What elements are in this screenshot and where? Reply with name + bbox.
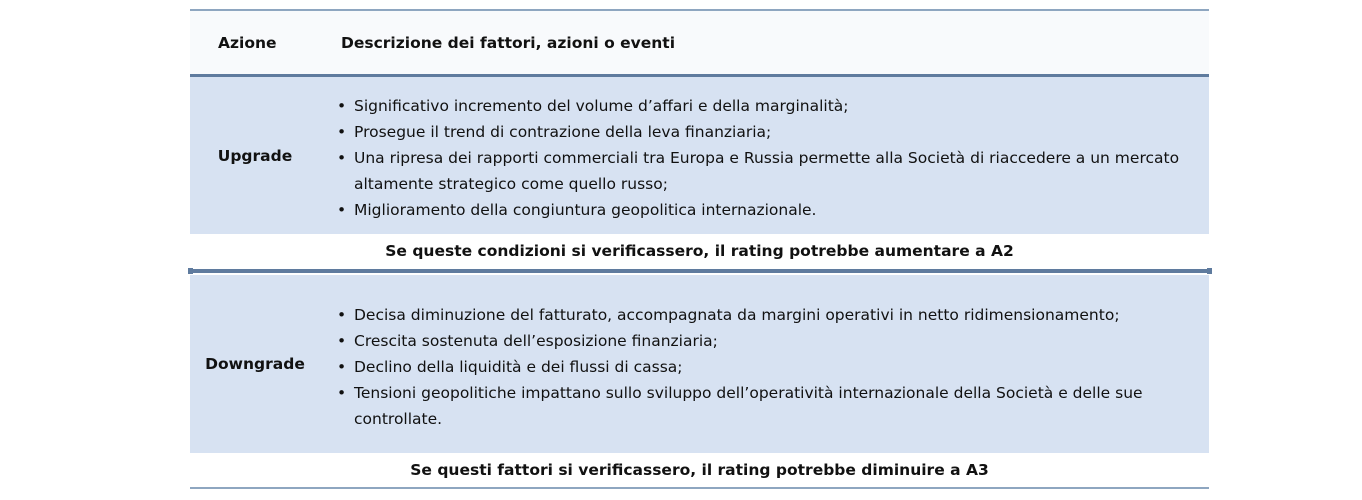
bullet-icon: • [337, 123, 347, 141]
list-item: • Decisa diminuzione del fatturato, accompagnata da margini operativi in netto ridimensionamento; [354, 302, 1191, 328]
list-item: • Tensioni geopolitiche impattano sullo sviluppo dell’operatività internazionale della Società e delle sue controllate. [354, 380, 1191, 432]
bullet-icon: • [337, 97, 347, 115]
downgrade-section [190, 275, 1209, 453]
bullet-icon: • [337, 332, 347, 350]
list-item: • Prosegue il trend di contrazione della leva finanziaria; [354, 119, 1191, 145]
downgrade-factor-list [337, 302, 1191, 432]
downgrade-label: Downgrade [205, 355, 305, 373]
downgrade-outcome: Se questi fattori si verificassero, il rating potrebbe diminuire a A3 [190, 453, 1209, 487]
list-item: • Significativo incremento del volume d’affari e della marginalità; [354, 93, 1191, 119]
section-divider [190, 269, 1209, 273]
upgrade-factor-list [337, 93, 1191, 223]
list-item: • Miglioramento della congiuntura geopolitica internazionale. [354, 197, 1191, 223]
table-bottom-rule [190, 487, 1209, 489]
upgrade-section [190, 77, 1209, 234]
upgrade-label: Upgrade [217, 146, 293, 165]
header-azione: Azione [218, 33, 277, 52]
list-item: • Declino della liquidità e dei flussi di cassa; [354, 354, 1191, 380]
bullet-icon: • [337, 384, 347, 402]
list-item: • Crescita sostenuta dell’esposizione finanziaria; [354, 328, 1191, 354]
bullet-icon: • [337, 358, 347, 376]
upgrade-outcome: Se queste condizioni si verificassero, il rating potrebbe aumentare a A2 [190, 234, 1209, 269]
rating-scenarios-table [190, 9, 1209, 489]
bullet-icon: • [337, 201, 347, 219]
bullet-icon: • [337, 306, 347, 324]
table-header [190, 11, 1209, 74]
list-item: • Una ripresa dei rapporti commerciali tra Europa e Russia permette alla Società di riaccedere a un mercato altamente strategico come quello russo; [354, 145, 1191, 197]
bullet-icon: • [337, 149, 347, 167]
header-descrizione: Descrizione dei fattori, azioni o eventi [341, 33, 676, 52]
